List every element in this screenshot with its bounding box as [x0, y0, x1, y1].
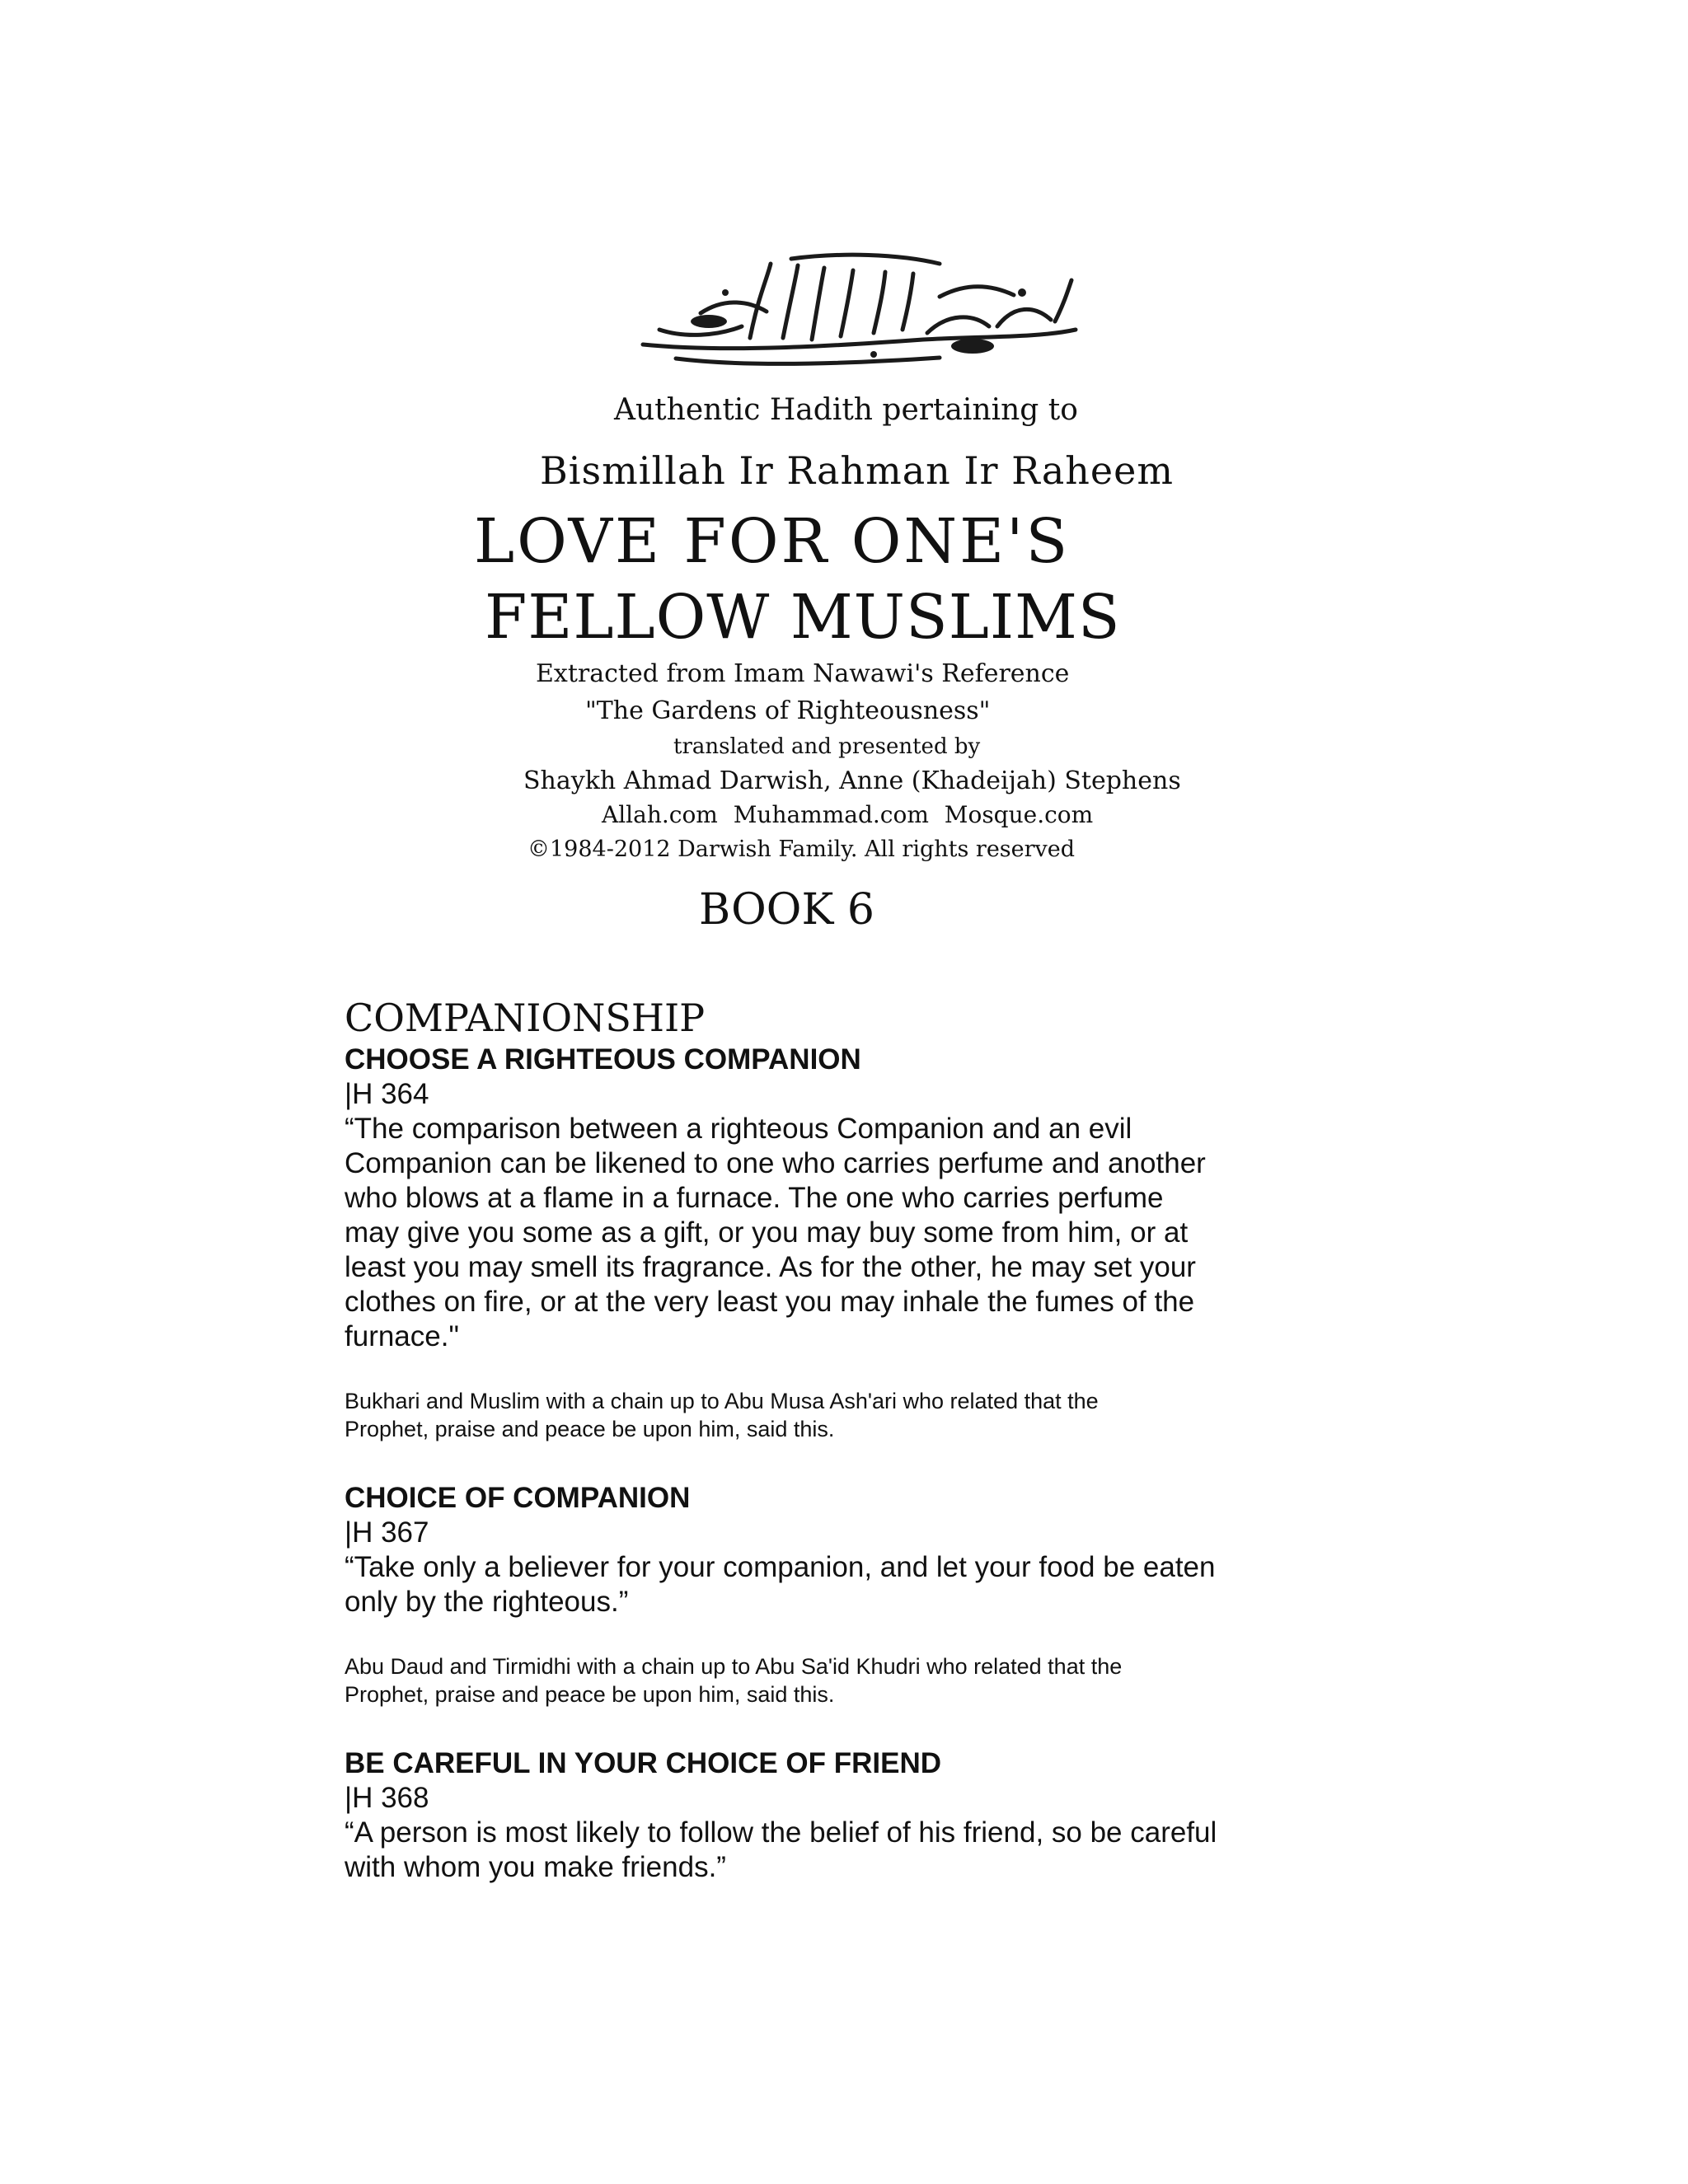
- hadith-text-line: may give you some as a gift, or you may buy some from him, or at: [345, 1216, 1189, 1249]
- hadith-number: |H 364: [345, 1078, 429, 1110]
- bismillah-calligraphy-image: [626, 247, 1088, 371]
- hadith-text: [345, 1816, 1276, 1885]
- hadith-text-line: least you may smell its fragrance. As for the other, he may set your: [345, 1251, 1196, 1283]
- hadith-source: [345, 1387, 1276, 1443]
- source-line: Abu Daud and Tirmidhi with a chain up to Abu Sa'id Khudri who related that the: [345, 1654, 1123, 1679]
- main-title-line2: FELLOW MUSLIMS: [485, 582, 1121, 653]
- hadith-title: CHOICE OF COMPANION: [345, 1482, 691, 1514]
- book-label: BOOK 6: [699, 885, 874, 935]
- hadith-text-line: with whom you make friends.”: [345, 1851, 726, 1883]
- hadith-text-line: Companion can be likened to one who carries perfume and another: [345, 1147, 1206, 1179]
- hadith-number: |H 368: [345, 1782, 429, 1814]
- hadith-text-line: “The comparison between a righteous Companion and an evil: [345, 1113, 1132, 1145]
- source-book-title: "The Gardens of Righteousness": [585, 696, 991, 725]
- hadith-text-line: only by the righteous.”: [345, 1586, 629, 1618]
- hadith-number: |H 367: [345, 1516, 429, 1549]
- hadith-entry: [345, 1043, 1276, 1443]
- bismillah-line: Bismillah Ir Rahman Ir Raheem: [540, 448, 1174, 493]
- source-line: Bukhari and Muslim with a chain up to Abu Musa Ash'ari who related that the: [345, 1389, 1099, 1413]
- hadith-text-line: who blows at a flame in a furnace. The one who carries perfume: [345, 1182, 1164, 1214]
- main-title-line1: LOVE FOR ONE'S: [474, 506, 1071, 577]
- hadith-text: [345, 1550, 1276, 1619]
- hadith-entry: [345, 1481, 1276, 1708]
- section-heading: COMPANIONSHIP: [345, 996, 706, 1040]
- hadith-text: [345, 1112, 1276, 1354]
- authors-line: Shaykh Ahmad Darwish, Anne (Khadeijah) Stephens: [523, 766, 1181, 795]
- hadith-text-line: “A person is most likely to follow the belief of his friend, so be careful: [345, 1816, 1217, 1849]
- hadith-text-line: clothes on fire, or at the very least you may inhale the fumes of the: [345, 1286, 1195, 1318]
- hadith-entry: [345, 1746, 1276, 1885]
- websites-line: Allah.com Muhammad.com Mosque.com: [602, 801, 1094, 828]
- copyright-line: ©1984-2012 Darwish Family. All rights reserved: [528, 837, 1076, 862]
- hadith-source: [345, 1652, 1276, 1708]
- hadith-title: BE CAREFUL IN YOUR CHOICE OF FRIEND: [345, 1747, 942, 1779]
- source-line: Prophet, praise and peace be upon him, said this.: [345, 1682, 835, 1707]
- hadith-title: CHOOSE A RIGHTEOUS COMPANION: [345, 1043, 861, 1076]
- extracted-line: Extracted from Imam Nawawi's Reference: [536, 659, 1070, 688]
- hadith-text-line: furnace.": [345, 1320, 459, 1352]
- main-content: [345, 993, 1276, 1885]
- source-line: Prophet, praise and peace be upon him, said this.: [345, 1417, 835, 1441]
- hadith-text-line: “Take only a believer for your companion, and let your food be eaten: [345, 1551, 1216, 1583]
- intro-line: Authentic Hadith pertaining to: [614, 393, 1078, 427]
- translated-line: translated and presented by: [673, 734, 981, 759]
